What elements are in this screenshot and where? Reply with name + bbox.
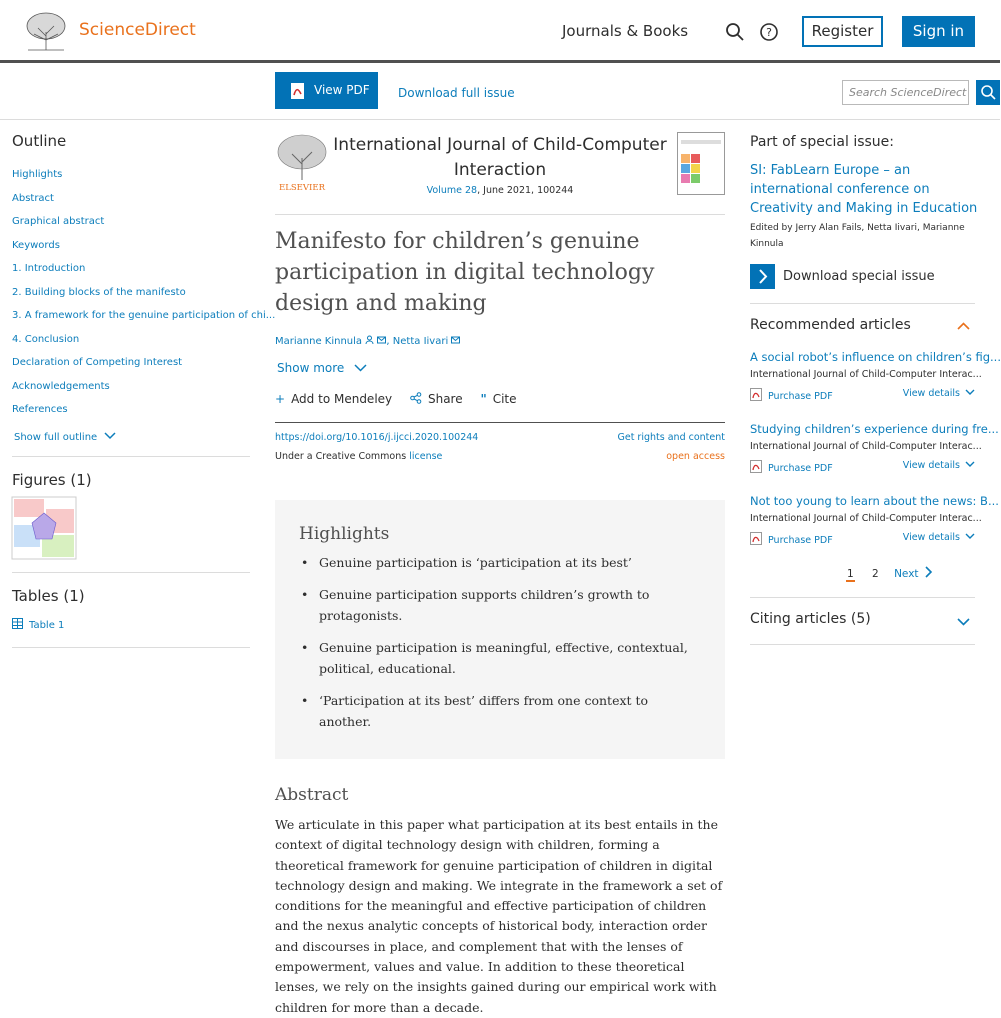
pdf-icon <box>289 82 307 100</box>
publisher-name: ELSEVIER <box>279 183 325 193</box>
abstract-title: Abstract <box>275 785 349 805</box>
open-access-badge: open access <box>666 451 725 462</box>
volume-details: , June 2021, 100244 <box>477 185 574 196</box>
download-full-issue-link[interactable]: Download full issue <box>398 86 515 100</box>
outline-title: Outline <box>12 132 67 150</box>
outline-item[interactable]: Highlights <box>12 169 63 180</box>
pagination <box>846 566 933 580</box>
top-header <box>0 0 1000 63</box>
journal-volume <box>330 185 670 196</box>
outline-item[interactable]: Abstract <box>12 192 54 204</box>
view-pdf-label: View PDF <box>314 83 370 97</box>
sign-in-button[interactable]: Sign in <box>902 16 975 47</box>
author-link[interactable]: Netta Iivari <box>392 336 449 347</box>
special-issue-link[interactable]: SI: FabLearn Europe – an international conference on Creativity and Making in Education <box>750 163 978 216</box>
view-pdf-button[interactable] <box>275 72 378 109</box>
recommended-article <box>750 422 999 476</box>
recommended-article <box>750 350 1001 404</box>
outline-item[interactable]: Acknowledgements <box>12 380 110 392</box>
divider <box>275 422 725 423</box>
article-toolbar <box>0 66 1000 120</box>
purchase-pdf-link[interactable] <box>750 463 833 474</box>
recommended-article <box>750 494 999 548</box>
pdf-icon <box>750 532 762 545</box>
view-details-link[interactable] <box>903 460 975 471</box>
recommended-article-title[interactable]: Studying children’s experience during fre... <box>750 422 999 436</box>
license-link[interactable]: license <box>409 451 443 462</box>
search-button[interactable] <box>976 80 1000 105</box>
abstract-text: We articulate in this paper what participation at its best entails in the context of digital technology design with children, forming a theoretical framework for genuine participation of children in digital technology design and making. We integrate in the framework a set of conditions for the meaningful and effective participation of children and the nexus analytic concepts of historical body, interaction order and discourses in place, and complement that with the lenses of empowerment, values and value. In addition to these theoretical lenses, we rely on the insights gained during our empirical work with children for more than a decade. <box>275 817 723 1015</box>
recommended-article-title[interactable]: Not too young to learn about the news: B... <box>750 494 999 508</box>
show-more-label: Show more <box>277 361 345 375</box>
outline-item[interactable]: Keywords <box>12 239 60 251</box>
register-button[interactable]: Register <box>802 16 883 47</box>
table-1-link[interactable] <box>12 618 250 631</box>
divider <box>750 597 975 598</box>
purchase-pdf-label: Purchase PDF <box>768 535 833 546</box>
journal-title[interactable]: International Journal of Child-Computer Interaction <box>333 135 667 180</box>
chevron-right-icon <box>750 264 775 289</box>
cite-button[interactable] <box>480 392 516 406</box>
chevron-right-icon <box>925 566 933 578</box>
add-to-mendeley-button[interactable] <box>275 392 392 406</box>
special-issue-heading: Part of special issue: <box>750 134 895 150</box>
outline-item[interactable]: References <box>12 404 68 415</box>
recommended-article-title[interactable]: A social robot’s influence on children’s fig... <box>750 350 1001 364</box>
divider <box>12 647 250 648</box>
highlight-item: • Genuine participation is meaningful, effective, contextual, political, educational. <box>319 637 701 679</box>
journal-cover-thumbnail[interactable] <box>677 132 725 195</box>
highlights-list <box>299 552 701 732</box>
divider <box>12 572 250 573</box>
chevron-down-icon[interactable] <box>957 618 970 626</box>
recommended-article-journal: International Journal of Child-Computer Interac... <box>750 441 982 452</box>
outline-item[interactable]: 1. Introduction <box>12 263 86 274</box>
pdf-icon <box>750 460 762 473</box>
download-special-issue-button[interactable] <box>750 264 935 289</box>
volume-link[interactable]: Volume 28 <box>426 185 478 196</box>
highlight-item: • Genuine participation is ‘participation at its best’ <box>319 552 701 573</box>
email-icon[interactable] <box>451 336 460 344</box>
author-list: Marianne Kinnula , Netta Iivari <box>275 335 460 347</box>
divider <box>750 303 975 304</box>
divider <box>275 214 725 215</box>
recommended-article-journal: International Journal of Child-Computer Interac... <box>750 369 982 380</box>
share-label: Share <box>427 392 463 406</box>
search-input[interactable]: Search ScienceDirect <box>842 80 969 105</box>
license-text: Under a Creative Commons <box>275 451 410 462</box>
highlights-section <box>275 500 725 759</box>
highlight-item: • Genuine participation supports children’s growth to protagonists. <box>319 584 701 626</box>
view-details-link[interactable] <box>903 388 975 399</box>
view-details-link[interactable] <box>903 532 975 543</box>
quote-icon: " <box>480 392 487 406</box>
search-icon <box>976 80 1000 105</box>
cite-label: Cite <box>492 392 517 406</box>
doi-link[interactable]: https://doi.org/10.1016/j.ijcci.2020.100244 <box>275 432 479 443</box>
outline-panel <box>12 132 276 648</box>
download-special-issue-label: Download special issue <box>783 269 935 284</box>
purchase-pdf-label: Purchase PDF <box>768 463 833 474</box>
divider <box>750 644 975 645</box>
purchase-pdf-link[interactable] <box>750 391 833 402</box>
view-details-label: View details <box>902 460 960 471</box>
chevron-up-icon[interactable] <box>957 322 970 330</box>
search-icon[interactable] <box>725 22 745 42</box>
figure-thumbnail[interactable] <box>12 497 76 559</box>
email-icon[interactable] <box>377 336 386 344</box>
chevron-down-icon <box>965 533 975 540</box>
show-full-outline-link[interactable] <box>12 432 250 443</box>
plus-icon: + <box>275 392 286 406</box>
share-icon <box>410 392 422 404</box>
citing-articles-heading[interactable]: Citing articles (5) <box>750 611 871 627</box>
outline-item[interactable]: Declaration of Competing Interest <box>12 357 183 368</box>
divider <box>12 456 250 457</box>
figures-title: Figures (1) <box>12 470 92 489</box>
purchase-pdf-label: Purchase PDF <box>768 391 833 402</box>
license-line <box>275 451 442 462</box>
author-link[interactable]: Marianne Kinnula <box>275 336 363 347</box>
get-rights-link[interactable]: Get rights and content <box>617 432 725 443</box>
outline-item[interactable]: 2. Building blocks of the manifesto <box>12 286 186 298</box>
svg-text:?: ? <box>766 26 772 39</box>
elsevier-logo[interactable] <box>275 132 330 194</box>
view-details-label: View details <box>902 388 960 399</box>
recommended-article-journal: International Journal of Child-Computer Interac... <box>750 513 982 524</box>
show-more-button[interactable] <box>277 361 367 375</box>
outline-item[interactable]: 3. A framework for the genuine participation of chi... <box>12 310 276 321</box>
tables-title: Tables (1) <box>12 586 85 605</box>
add-to-mendeley-label: Add to Mendeley <box>291 392 393 406</box>
person-icon <box>365 335 374 344</box>
share-button[interactable] <box>410 392 463 406</box>
help-icon[interactable] <box>759 22 779 42</box>
next-label: Next <box>894 568 919 580</box>
chevron-down-icon <box>965 461 975 468</box>
journals-books-link[interactable]: Journals & Books <box>562 22 689 40</box>
view-details-label: View details <box>902 532 960 543</box>
outline-item[interactable]: Graphical abstract <box>12 216 105 227</box>
outline-item[interactable]: 4. Conclusion <box>12 333 80 345</box>
sciencedirect-brand[interactable]: ScienceDirect <box>79 20 196 40</box>
highlight-item: • ‘Participation at its best’ differs from one context to another. <box>319 690 701 732</box>
chevron-down-icon <box>104 432 116 440</box>
page-1[interactable]: 1 <box>847 568 854 580</box>
highlights-title: Highlights <box>299 524 390 544</box>
table-1-label: Table 1 <box>29 619 65 631</box>
article-actions <box>275 392 531 406</box>
chevron-down-icon <box>965 389 975 396</box>
show-full-outline-label: Show full outline <box>14 431 98 443</box>
article-title: Manifesto for children’s genuine participation in digital technology design and making <box>275 229 655 316</box>
purchase-pdf-link[interactable] <box>750 535 833 546</box>
recommended-articles-heading: Recommended articles <box>750 317 911 333</box>
next-page-button[interactable] <box>894 568 932 580</box>
chevron-down-icon <box>354 364 367 372</box>
special-issue-editors: Edited by Jerry Alan Fails, Netta Iivari, Marianne Kinnula <box>750 223 965 249</box>
outline-list <box>12 169 276 428</box>
elsevier-tree-logo[interactable] <box>24 10 68 52</box>
page-2[interactable]: 2 <box>872 568 879 580</box>
table-icon <box>12 618 23 629</box>
pdf-icon <box>750 388 762 401</box>
